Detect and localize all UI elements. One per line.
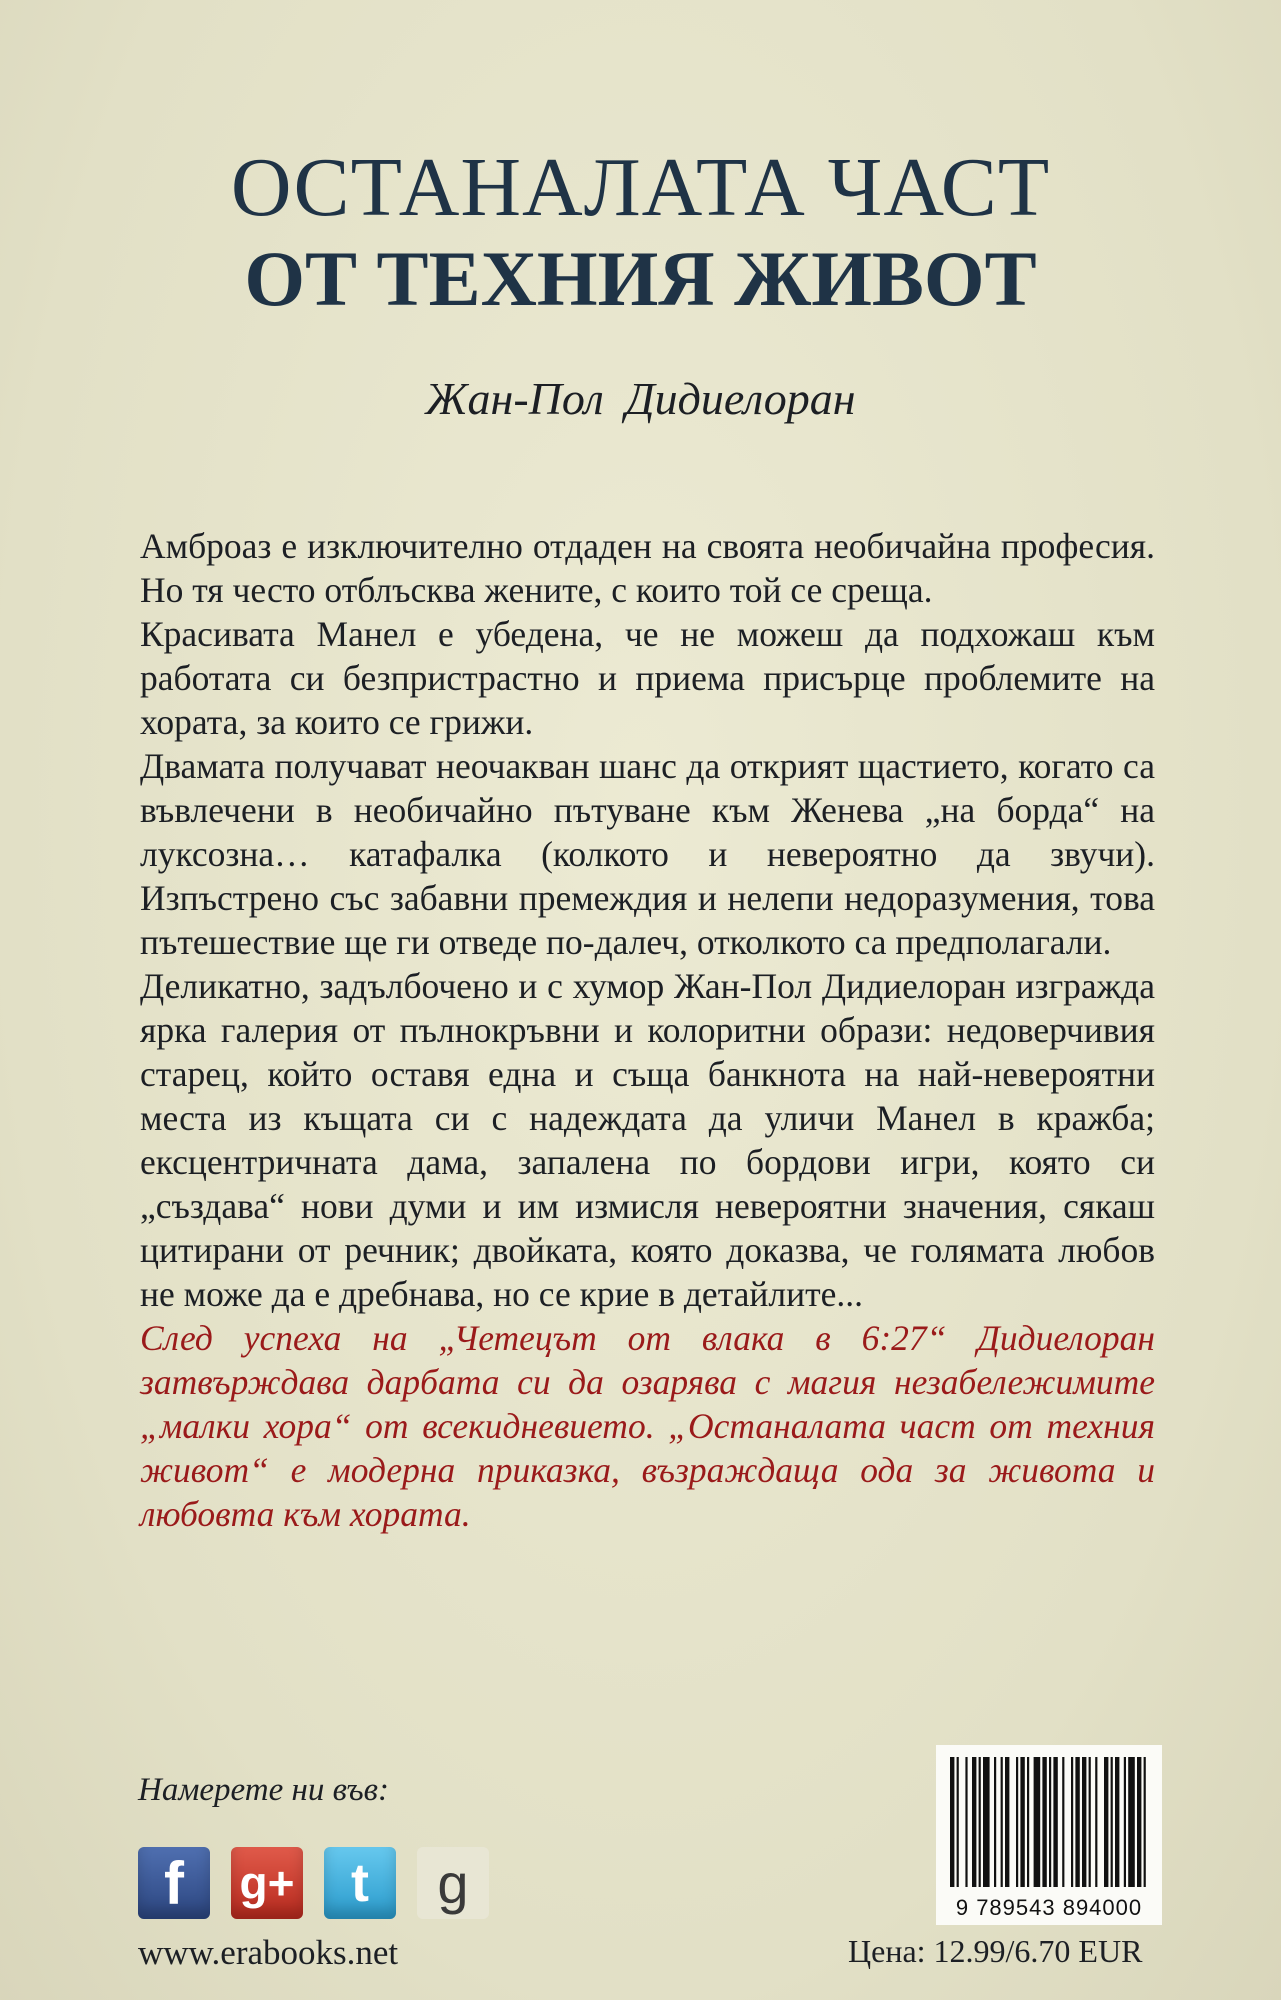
barcode-bar <box>1071 1757 1073 1887</box>
barcode-bar <box>1053 1757 1057 1887</box>
description-paragraph-4: Деликатно, задълбочено и с хумор Жан-Пол Дидиелоран изгражда ярка галерия от пълнокръвни и колоритни образи: недоверчивия старец, който оставя една и съща банкнота на най-невероятни места из къщата си с надеждата да уличи Манел в кражба; ексцентричната дама, запалена по бордови игри, която си „създава“ нови думи и им измисля невероятни значения, сякаш цитирани от речник; двойката, която доказва, че голямата любов не може да е дребнава, но се крие в детайлите... <box>140 966 1155 1314</box>
barcode-bar <box>1027 1757 1029 1887</box>
website-url: www.erabooks.net <box>138 1933 399 1972</box>
twitter-icon: t <box>324 1847 396 1919</box>
barcode-bars <box>936 1745 1162 1895</box>
barcode-bar <box>1115 1757 1119 1887</box>
title-line-2: ОТ ТЕХНИЯ ЖИВОТ <box>244 235 1037 322</box>
goodreads-icon: g <box>417 1847 489 1919</box>
barcode-bar <box>972 1757 976 1887</box>
barcode-bar <box>979 1757 981 1887</box>
barcode-bar <box>994 1757 996 1887</box>
barcode-bar <box>1082 1757 1086 1887</box>
facebook-icon: f <box>138 1847 210 1919</box>
barcode-bar <box>1075 1757 1079 1887</box>
barcode-bar <box>1042 1757 1046 1887</box>
barcode-bar <box>1128 1757 1135 1887</box>
barcode-bar <box>1111 1757 1113 1887</box>
social-icons <box>138 1847 489 1919</box>
title-line-1: ОСТАНАЛАТА ЧАСТ <box>230 141 1051 234</box>
barcode-bar <box>965 1757 967 1887</box>
isbn-number: 9 789543 894000 <box>955 1895 1143 1920</box>
barcode-bar <box>1104 1757 1108 1887</box>
barcode-bar <box>1016 1757 1018 1887</box>
barcode-bar <box>1005 1757 1009 1887</box>
highlight-paragraph: След успеха на „Четецът от влака в 6:27“ Дидиелоран затвърждава дарбата си да озарява с магия незабележимите „малки хора“ от всекидневието. „Останалата част от техния живот“ е модерна приказка, възраждаща ода за живота и любовта към хората. <box>140 1318 1155 1534</box>
barcode-bar <box>1049 1757 1051 1887</box>
barcode-bar <box>957 1757 959 1887</box>
description-paragraph-2: Красивата Манел е убедена, че не можеш да подхожаш към работата си безпристрастно и приема присърце проблемите на хората, за които се грижи. <box>140 614 1155 742</box>
description-paragraph-3: Двамата получават неочакван шанс да открият щастието, когато са въвлечени в необичайно пътуване към Женева „на борда“ на луксозна… катафалка (колкото и невероятно да звучи). Изпъстрено със забавни премеждия и нелепи недоразумения, това пътешествие ще ги отведе по-далеч, отколкото са предполагали. <box>140 746 1155 962</box>
find-us-label: Намерете ни във: <box>138 1772 389 1808</box>
barcode-bar <box>950 1757 954 1887</box>
barcode-bar <box>1020 1757 1024 1887</box>
barcode-bar <box>983 1757 990 1887</box>
barcode-bar <box>1001 1757 1003 1887</box>
barcode-bar <box>1137 1757 1141 1887</box>
author-name: Жан-Пол Дидиелоран <box>425 373 856 424</box>
description-paragraph-1: Амброаз е изключително отдаден на своята необичайна професия. Но тя често отблъсква жените, с които той се среща. <box>140 526 1155 610</box>
barcode <box>936 1745 1162 1925</box>
barcode-bar <box>1089 1757 1091 1887</box>
barcode-bar <box>1034 1757 1041 1887</box>
price-label: Цена: 12.99/6.70 EUR <box>848 1933 1143 1969</box>
description-block <box>140 524 1155 1536</box>
barcode-bar <box>1095 1757 1097 1887</box>
barcode-bar <box>1062 1757 1064 1887</box>
google-plus-icon: g+ <box>231 1847 303 1919</box>
book-title <box>0 140 1281 324</box>
barcode-bar <box>1144 1757 1146 1887</box>
barcode-bar <box>1124 1757 1126 1887</box>
